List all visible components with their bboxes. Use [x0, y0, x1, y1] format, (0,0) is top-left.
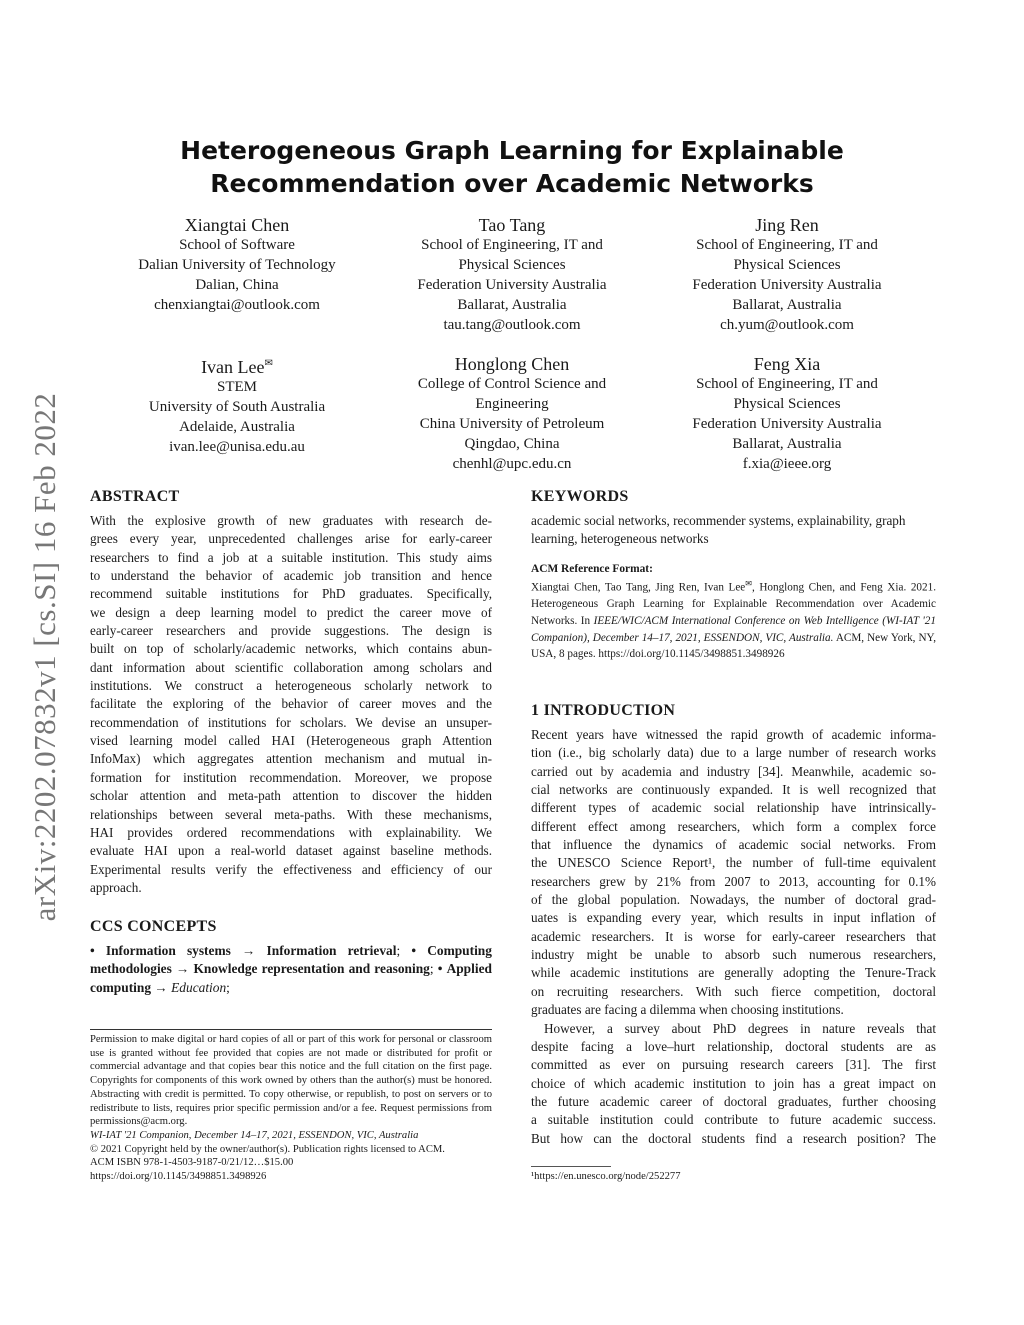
text-line: recommend suitable institutions for PhD graduates. Specifically,	[90, 586, 492, 602]
abstract-body	[90, 512, 492, 897]
footnote[interactable]: ¹https://en.unesco.org/node/252277	[531, 1171, 681, 1182]
text-line: to understand the behavior of academic job transition and hence	[90, 568, 492, 584]
mail-icon: ✉	[264, 358, 273, 369]
text-line: Experimental results verify the effectiveness and efficiency of our	[90, 861, 492, 877]
author-email[interactable]: ch.yum@outlook.com	[720, 317, 854, 333]
author-name: Jing Ren	[755, 215, 819, 235]
text-line: tion (i.e., big scholarly data) due to a large number of research works	[531, 745, 936, 761]
author-name: Feng Xia	[753, 354, 821, 374]
arxiv-stamp: arXiv:2202.07832v1 [cs.SI] 16 Feb 2022	[27, 392, 62, 922]
text-line: HAI provides ordered recommendations with explainability. We	[90, 824, 492, 840]
author-card	[647, 353, 927, 474]
ref-venue: IEEE/WIC/ACM International Conference on Web Intelligence (WI-IAT '21 Companion), December 14–17, 2021, ESSENDON, VIC, Australia.	[531, 614, 936, 644]
keywords-text: academic social networks, recommender systems, explainability, graph learning, heterogeneous networks	[531, 513, 906, 547]
author-card	[647, 214, 927, 335]
title-line: Heterogeneous Graph Learning for Explainable	[180, 136, 844, 165]
venue-line: WI-IAT '21 Companion, December 14–17, 2021, ESSENDON, VIC, Australia	[90, 1129, 419, 1141]
author-email[interactable]: chenxiangtai@outlook.com	[154, 297, 320, 313]
text-line: the future academic career of doctoral graduates, further choosing	[531, 1093, 936, 1109]
author-card	[97, 353, 377, 457]
text-line: that influence the dynamics of academic social networks. From	[531, 837, 936, 853]
author-name	[97, 353, 377, 378]
author-email[interactable]: ivan.lee@unisa.edu.au	[169, 439, 305, 455]
arrow-icon: →	[242, 943, 256, 958]
author-affiliation: Ballarat, Australia	[732, 436, 842, 452]
author-name: Tao Tang	[478, 215, 546, 235]
author-affiliation: STEM	[216, 379, 257, 395]
text-line: scholar attention and meta-path attention to discover the hidden	[90, 788, 492, 804]
permission-text: Permission to make digital or hard copies of all or part of this work for personal or classroom use is granted without fee provided that copies are not made or distributed for profit or commercial advantage and that copies bear this notice and the full citation on the first page. Copyrights for components of this work owned by others than the author(s) must be honored. Abstracting with credit is permitted. To copy otherwise, or republish, to post on servers or to redistribute to lists, requires prior specific permission and/or a fee. Request permissions from permissions@acm.org.	[90, 1034, 492, 1128]
isbn-line: ACM ISBN 978-1-4503-9187-0/21/12…$15.00	[90, 1157, 294, 1169]
text-line: approach.	[90, 879, 142, 895]
bullet: •	[437, 961, 443, 977]
text-line: despite facing a love–hurt relationship, doctoral students are as	[531, 1038, 936, 1054]
author-affiliation: Physical Sciences	[733, 257, 841, 273]
text-line: on recruiting researchers. With such fierce competition, doctoral	[531, 983, 936, 999]
author-affiliation: Ballarat, Australia	[732, 297, 842, 313]
text-line: Recent years have witnessed the rapid growth of academic informa-	[531, 727, 936, 742]
text-line: of the global population. Nowadays, the number of doctoral grad-	[531, 892, 936, 908]
reference-heading: ACM Reference Format:	[531, 563, 653, 575]
text-line: while academic institutions are generally adopting the Tenure-Track	[531, 965, 936, 981]
ccs-term: Applied computing	[90, 961, 492, 995]
acm-reference	[531, 576, 936, 663]
bullet: •	[411, 943, 417, 958]
author-affiliation: Physical Sciences	[458, 257, 566, 273]
text-line: vised learning model called HAI (Heterogeneous graph Attention	[90, 733, 492, 749]
ccs-term: Information systems	[105, 943, 231, 958]
author-affiliation: School of Engineering, IT and	[696, 237, 878, 253]
author-affiliation: Adelaide, Australia	[179, 419, 295, 435]
text-line: With the explosive growth of new graduates with research de-	[90, 513, 492, 528]
author-card	[372, 214, 652, 335]
text-line: dant information about scientific collaboration among scholars and	[90, 659, 492, 675]
author-name: Xiangtai Chen	[184, 215, 290, 235]
author-affiliation: Qingdao, China	[464, 436, 560, 452]
author-affiliation: College of Control Science and	[417, 376, 607, 392]
text-line: grees every year, unprecedented challenges arise for early-career	[90, 531, 492, 547]
ccs-term: Information retrieval	[266, 943, 397, 958]
arrow-icon: →	[154, 979, 168, 995]
text-line: different effect among researchers, which form a complex force	[531, 818, 936, 834]
author-affiliation: Dalian, China	[195, 277, 279, 293]
author-affiliation: University of South Australia	[148, 399, 326, 415]
text-line: choice of which academic institution to join has a great impact on	[531, 1075, 936, 1091]
arrow-icon: →	[175, 961, 190, 977]
author-email[interactable]: chenhl@upc.edu.cn	[452, 456, 572, 472]
author-card	[97, 214, 377, 315]
author-affiliation: Physical Sciences	[733, 396, 841, 412]
ccs-term: Knowledge representation and reasoning	[193, 961, 430, 977]
footnote-rule	[531, 1166, 611, 1167]
author-affiliation: Engineering	[475, 396, 549, 412]
author-affiliation: Federation University Australia	[692, 416, 882, 432]
introduction-heading: 1 INTRODUCTION	[531, 702, 676, 719]
author-card	[372, 353, 652, 474]
author-name-text: Ivan Lee	[201, 357, 265, 377]
text-line: recommendation of institutions for scholars. We devise an unsuper-	[90, 714, 492, 730]
text-line: uates is expanding every year, which results in input inflation of	[531, 910, 936, 926]
text-line: academic researchers. It is worse for early-career researchers that	[531, 928, 936, 944]
text-line: relationships between several meta-paths. With these mechanisms,	[90, 806, 492, 822]
text-line: researchers grew by 21% from 2007 to 2013, accounting for 0.1%	[531, 873, 936, 889]
text-line: the UNESCO Science Report¹, the number of full-time equivalent	[531, 855, 936, 871]
title-line: Recommendation over Academic Networks	[210, 169, 814, 198]
text-line: graduates are facing a dilemma when choosing institutions.	[531, 1002, 844, 1018]
author-name: Honglong Chen	[454, 354, 570, 374]
ccs-term: Computing methodologies	[90, 943, 492, 977]
bullet: •	[90, 943, 95, 958]
author-affiliation: Ballarat, Australia	[457, 297, 567, 313]
author-affiliation: Federation University Australia	[417, 277, 607, 293]
text-line: industry might be unable to absorb such numerous researchers,	[531, 947, 936, 963]
text-line: But how can the doctoral students find a research position? The	[531, 1130, 936, 1146]
text-line: cial networks are continuously expanded. It is well recognized that	[531, 782, 936, 798]
ccs-concepts: • Information systems → Information retrieval; • Computing methodologies → Knowledge representation and reasoning; • Applied computing → Education;	[90, 943, 492, 995]
author-affiliation: Dalian University of Technology	[138, 257, 336, 273]
text-line: However, a survey about PhD degrees in nature reveals that	[544, 1020, 936, 1036]
ccs-term: Education	[171, 979, 227, 995]
paper-title	[0, 134, 1024, 200]
text-line: formation for institution recommendation. Moreover, we propose	[90, 769, 492, 785]
author-affiliation: School of Software	[179, 237, 295, 253]
author-affiliation: Federation University Australia	[692, 277, 882, 293]
author-affiliation: School of Engineering, IT and	[696, 376, 878, 392]
introduction-body	[531, 726, 936, 1148]
text-line: facilitate the exploring of the behavior of career moves and the	[90, 696, 492, 712]
text-line: committed as ever on pursuing research careers [31]. The first	[531, 1057, 936, 1073]
author-affiliation: China University of Petroleum	[419, 416, 605, 432]
ref-title: , Honglong Chen, and Feng Xia. 2021. Heterogeneous Graph Learning for Explainable Recommendation over Academic Networks. In	[531, 581, 936, 627]
text-line: early-career researchers and provide suggestions. The design is	[90, 623, 492, 639]
abstract-heading: ABSTRACT	[90, 488, 180, 505]
author-email[interactable]: tau.tang@outlook.com	[443, 317, 581, 333]
permission-notice	[90, 1033, 492, 1184]
divider	[90, 1029, 492, 1030]
text-line: different types of academic social relationship have intrinsically-	[531, 800, 936, 816]
text-line: evaluate HAI upon a real-world dataset against baseline methods.	[90, 843, 492, 859]
text-line: institutions. We construct a heterogeneous scholarly network to	[90, 678, 492, 694]
mail-icon: ✉	[745, 579, 752, 588]
text-line: InfoMax) which aggregates attention mechanism and mutual in-	[90, 751, 492, 767]
text-line: researchers to find a job at a suitable institution. This study aims	[90, 549, 492, 565]
ref-publisher: ACM, New York, NY, USA, 8 pages. https://doi.org/10.1145/3498851.3498926	[531, 631, 936, 661]
author-affiliation: School of Engineering, IT and	[421, 237, 603, 253]
text-line: built on top of scholarly/academic networks, which contains abun-	[90, 641, 492, 657]
author-email[interactable]: f.xia@ieee.org	[742, 456, 832, 472]
keywords-heading: KEYWORDS	[531, 488, 629, 505]
ref-authors: Xiangtai Chen, Tao Tang, Jing Ren, Ivan Lee	[531, 581, 746, 594]
text-line: carried out by academia and industry [34]. Meanwhile, academic so-	[531, 763, 936, 779]
text-line: a suitable institution could contribute to future academic success.	[531, 1112, 936, 1128]
copyright-line: © 2021 Copyright held by the owner/author(s). Publication rights licensed to ACM.	[90, 1143, 445, 1155]
ccs-heading: CCS CONCEPTS	[90, 918, 217, 935]
doi-link[interactable]: https://doi.org/10.1145/3498851.3498926	[90, 1171, 267, 1183]
text-line: we design a deep learning model to predict the career move of	[90, 604, 492, 620]
